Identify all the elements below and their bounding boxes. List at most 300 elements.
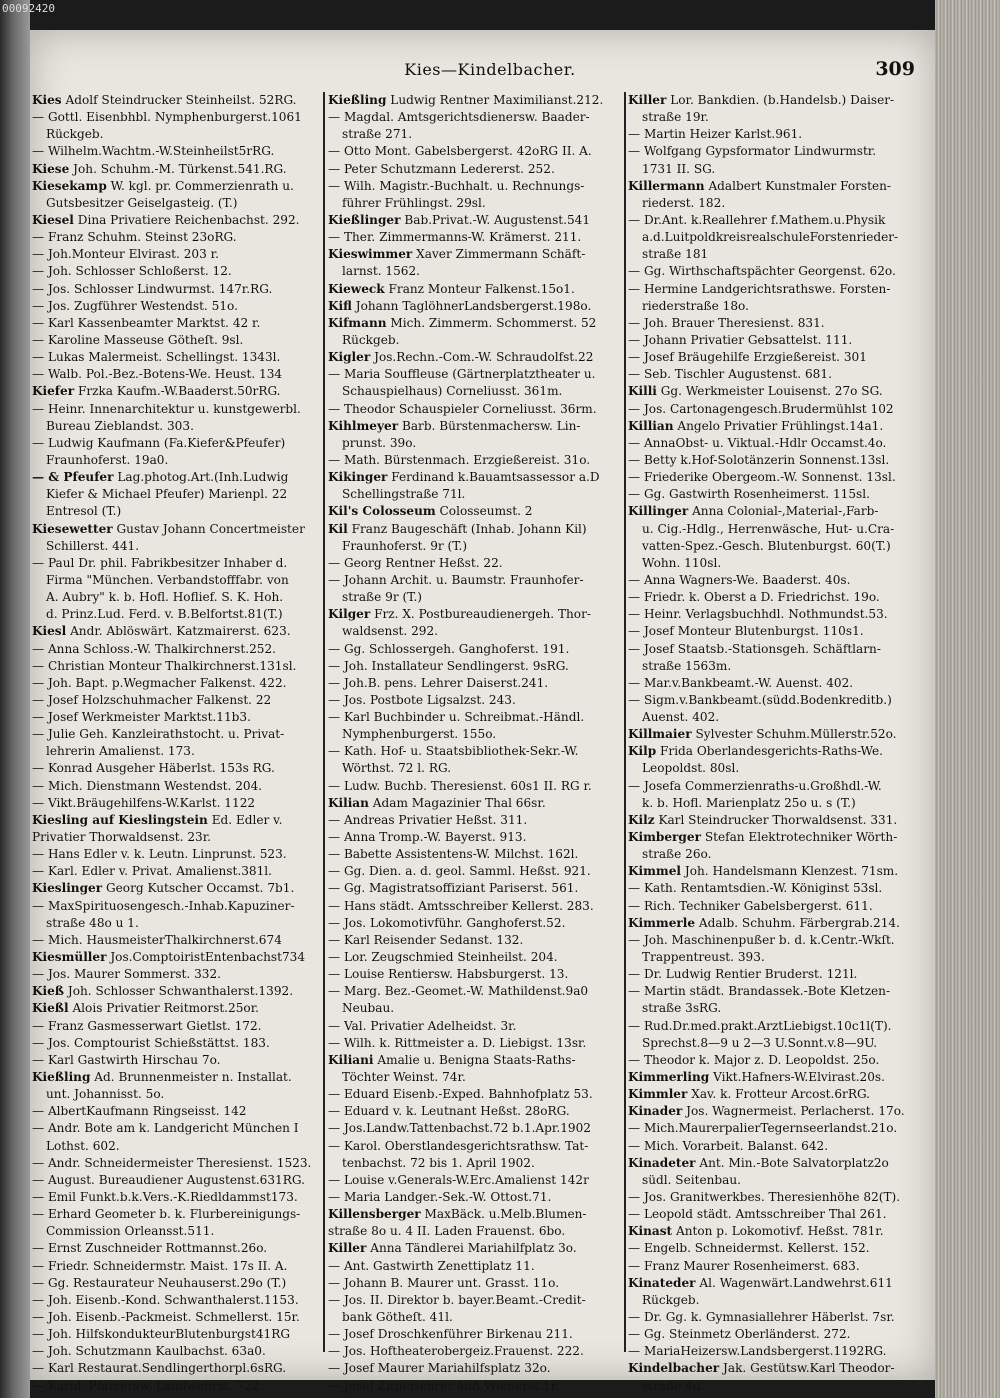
directory-entry-line xyxy=(32,281,322,298)
entry-surname: Kiesl xyxy=(32,624,67,639)
entry-surname: Kifl xyxy=(328,298,352,313)
entry-text: Jos.Rechn.-Com.-W. Schraudolfst.22 xyxy=(374,350,594,365)
entry-text: — Wilh. k. Rittmeister a. D. Liebigst. 13sr. xyxy=(328,1035,587,1050)
directory-entry-line xyxy=(328,366,618,383)
entry-text: Entresol (T.) xyxy=(46,504,122,519)
entry-text: Stefan Elektrotechniker Wörth- xyxy=(704,830,898,845)
directory-entry-line xyxy=(328,1155,618,1172)
directory-entry-line xyxy=(628,915,918,932)
entry-text: Colosseumst. 2 xyxy=(439,504,533,519)
entry-text: Wohn. 110sl. xyxy=(642,555,722,570)
entry-surname: Kimmel xyxy=(628,864,681,879)
directory-entry-line xyxy=(628,212,918,229)
entry-text: Bab.Privat.-W. Augustenst.541 xyxy=(404,212,591,227)
scan-id: 00092420 xyxy=(2,2,55,15)
entry-surname: Kihlmeyer xyxy=(328,418,399,433)
entry-text: Karl Steindrucker Thorwaldsenst. 331. xyxy=(658,812,898,827)
directory-entry-line xyxy=(328,966,618,983)
directory-entry-line xyxy=(32,692,322,709)
entry-text: — Karl Buchbinder u. Schreibmat.-Händl. xyxy=(328,710,585,725)
entry-surname: Kikinger xyxy=(328,470,388,485)
entry-text: straße 26o. xyxy=(642,847,712,862)
entry-text: Ant. Min.-Bote Salvatorplatz2o xyxy=(699,1155,889,1170)
entry-text: — Seb. Tischler Augustenst. 681. xyxy=(628,367,832,382)
entry-text: unt. Johannisst. 5o. xyxy=(46,1087,165,1102)
entry-text: — Jos. II. Direktor b. bayer.Beamt.-Credit- xyxy=(328,1292,586,1307)
entry-text: — Walb. Pol.-Bez.-Botens-We. Heust. 134 xyxy=(32,367,283,382)
directory-entry-line xyxy=(328,555,618,572)
directory-entry-line xyxy=(328,572,618,589)
entry-text: Vikt.Hafners-W.Elvirast.20s. xyxy=(713,1070,885,1085)
directory-entry-line xyxy=(328,383,618,400)
entry-text: — Babette Assistentens-W. Milchst. 162l. xyxy=(328,847,579,862)
entry-text: — Karl Kassenbeamter Marktst. 42 r. xyxy=(32,315,261,330)
entry-text: Rückgeb. xyxy=(642,1292,700,1307)
entry-text: — Josef Werkmeister Marktst.11b3. xyxy=(32,710,251,725)
directory-entry-line xyxy=(328,1292,618,1309)
entry-surname: Kiesel xyxy=(32,212,74,227)
directory-entry-line xyxy=(328,1000,618,1017)
entry-text: straße 48o u 1. xyxy=(46,915,139,930)
entry-surname: Kieslinger xyxy=(32,881,103,896)
entry-text: — Karol. Pfarrersw. Landwehrst. 722. xyxy=(32,1378,264,1393)
entry-text: — Louise Rentiersw. Habsburgerst. 13. xyxy=(328,967,569,982)
entry-surname: Kinateder xyxy=(628,1275,696,1290)
directory-entry-line xyxy=(328,1069,618,1086)
entry-text: riederst. 182. xyxy=(642,195,726,210)
directory-entry-line xyxy=(628,880,918,897)
entry-text: — Mar.v.Bankbeamt.-W. Auenst. 402. xyxy=(628,675,854,690)
entry-text: — Josef Zitherlehrer äuß.Wienerst.1r. xyxy=(328,1378,559,1393)
entry-text: — Gg. Gastwirth Rosenheimerst. 115sl. xyxy=(628,487,870,502)
entry-surname: Kinader xyxy=(628,1104,683,1119)
directory-entry-line xyxy=(328,829,618,846)
entry-text: — Karl Restaurat.Sendlingerthorpl.6sRG. xyxy=(32,1361,287,1376)
column-divider xyxy=(624,92,626,1352)
directory-entry-line xyxy=(32,812,322,829)
directory-entry-line xyxy=(32,1018,322,1035)
directory-entry-line xyxy=(328,589,618,606)
directory-entry-line xyxy=(32,1292,322,1309)
entry-text: Ed. Edler v. xyxy=(211,812,283,827)
directory-entry-line xyxy=(32,949,322,966)
directory-entry-line xyxy=(32,332,322,349)
entry-text: Adolf Steindrucker Steinheilst. 52RG. xyxy=(65,93,297,107)
directory-entry-line xyxy=(32,795,322,812)
directory-entry-line xyxy=(628,641,918,658)
entry-text: Neubau. xyxy=(342,1001,395,1016)
directory-entry-line xyxy=(628,778,918,795)
entry-text: — Jos. Lokomotivführ. Ganghoferst.52. xyxy=(328,915,566,930)
entry-text: — Gg. Dien. a. d. geol. Samml. Heßst. 921. xyxy=(328,864,591,879)
entry-text: Sprechst.8—9 u 2—3 U.Sonnt.v.8—9U. xyxy=(642,1035,878,1050)
entry-text: — Joh. Installateur Sendlingerst. 9sRG. xyxy=(328,658,569,673)
directory-entry-line xyxy=(628,263,918,280)
directory-entry-line xyxy=(32,623,322,640)
entry-text: — Joh. Schlosser Schloßerst. 12. xyxy=(32,264,232,279)
directory-entry-line xyxy=(628,349,918,366)
entry-text: — Josef Monteur Blutenburgst. 110s1. xyxy=(628,624,864,639)
entry-text: Frz. X. Postbureaudienergeh. Thor- xyxy=(374,607,591,622)
entry-text: Adam Magazinier Thal 66sr. xyxy=(372,795,546,810)
directory-entry-line xyxy=(628,486,918,503)
entry-surname: Kimmler xyxy=(628,1087,688,1102)
entry-text: — Ther. Zimmermanns-W. Krämerst. 211. xyxy=(328,230,582,245)
entry-surname: Kimmerle xyxy=(628,915,696,930)
directory-entry-line xyxy=(32,418,322,435)
entry-text: — Magdal. Amtsgerichtsdienersw. Baader- xyxy=(328,110,590,125)
entry-text: Al. Wagenwärt.Landwehrst.611 xyxy=(699,1275,893,1290)
entry-text: lehrerin Amalienst. 173. xyxy=(46,744,195,759)
entry-surname: Kilp xyxy=(628,744,657,759)
entry-text: Rückgeb. xyxy=(342,332,400,347)
entry-text: Joh. Handelsmann Klenzest. 71sm. xyxy=(684,864,899,879)
entry-text: — Dr. Ludwig Rentier Bruderst. 121l. xyxy=(628,967,858,982)
directory-entry-line xyxy=(32,709,322,726)
entry-text: Sylvester Schuhm.Müllerstr.52o. xyxy=(695,727,897,742)
directory-entry-line xyxy=(328,92,618,109)
entry-text: — Dr.Ant. k.Reallehrer f.Mathem.u.Physik xyxy=(628,212,886,227)
entry-text: bank Götheſt. 41l. xyxy=(342,1309,453,1324)
entry-text: — Betty k.Hof-Solotänzerin Sonnenst.13sl. xyxy=(628,452,890,467)
directory-entry-line xyxy=(32,880,322,897)
entry-text: — Hans städt. Amtsschreiber Kellerst. 283. xyxy=(328,898,594,913)
entry-surname: Kil xyxy=(328,521,348,536)
directory-entry-line xyxy=(32,743,322,760)
entry-text: — Wolfgang Gypsformator Lindwurmstr. xyxy=(628,144,877,159)
entry-text: — Dr. Gg. k. Gymnasiallehrer Häberlst. 7sr. xyxy=(628,1309,895,1324)
directory-entry-line xyxy=(328,1086,618,1103)
directory-entry-line xyxy=(32,1343,322,1360)
entry-surname: Kigler xyxy=(328,350,371,365)
directory-entry-line xyxy=(628,435,918,452)
directory-entry-line xyxy=(32,401,322,418)
directory-entry-line xyxy=(628,572,918,589)
directory-entry-line xyxy=(628,743,918,760)
entry-text: tenbachst. 72 bis 1. April 1902. xyxy=(342,1155,535,1170)
entry-text: Ludwig Rentner Maximilianst.212. xyxy=(390,93,604,107)
entry-text: — Franz Maurer Rosenheimerst. 683. xyxy=(628,1258,860,1273)
directory-entry-line xyxy=(328,521,618,538)
directory-entry-line xyxy=(32,1172,322,1189)
directory-page xyxy=(30,30,935,1393)
entry-text: — Jos. Zugführer Westendst. 51o. xyxy=(32,298,238,313)
entry-text: Anna Tändlerei Mariahilfplatz 3o. xyxy=(370,1241,577,1256)
directory-entry-line xyxy=(628,1052,918,1069)
directory-entry-line xyxy=(628,418,918,435)
entry-text: straße 1563m. xyxy=(642,658,732,673)
directory-entry-line xyxy=(628,1275,918,1292)
entry-text: Wörthst. 72 l. RG. xyxy=(342,761,452,776)
entry-surname: Kifmann xyxy=(328,315,387,330)
directory-entry-line xyxy=(32,1275,322,1292)
directory-entry-line xyxy=(32,298,322,315)
entry-text: — Emil Funkt.b.k.Vers.-K.Riedldammst173. xyxy=(32,1190,298,1204)
directory-entry-line xyxy=(628,1138,918,1155)
directory-entry-line xyxy=(328,726,618,743)
entry-text: Privatier Thorwaldsenst. 23r. xyxy=(32,830,212,845)
directory-entry-line xyxy=(328,675,618,692)
entry-surname: Killian xyxy=(628,418,674,433)
directory-entry-line xyxy=(328,486,618,503)
entry-surname: Killer xyxy=(628,93,667,107)
directory-entry-line xyxy=(32,1035,322,1052)
directory-entry-line xyxy=(628,898,918,915)
directory-entry-line xyxy=(328,401,618,418)
entry-text: — Anna Tromp.-W. Bayerst. 913. xyxy=(328,830,527,845)
directory-entry-line xyxy=(328,709,618,726)
entry-text: — Jos.Landw.Tattenbachst.72 b.1.Apr.1902 xyxy=(328,1121,591,1136)
entry-text: — Eduard v. k. Leutnant Heßst. 28oRG. xyxy=(328,1104,570,1119)
entry-text: Georg Kutscher Occamst. 7b1. xyxy=(105,881,295,896)
entry-text: — Val. Privatier Adelheidst. 3r. xyxy=(328,1018,517,1033)
entry-surname: Kieß xyxy=(32,984,64,999)
entry-text: Johann TaglöhnerLandsbergerst.198o. xyxy=(355,298,592,313)
entry-surname: Kiesewetter xyxy=(32,521,113,536)
directory-entry-line xyxy=(32,1189,322,1206)
entry-surname: Kiesekamp xyxy=(32,178,107,193)
directory-entry-line xyxy=(628,195,918,212)
entry-text: Töchter Weinst. 74r. xyxy=(342,1070,466,1085)
directory-entry-line xyxy=(328,1309,618,1326)
entry-surname: Kiliani xyxy=(328,1052,374,1067)
directory-entry-line xyxy=(32,1206,322,1223)
entry-text: Frida Oberlandesgerichts-Raths-We. xyxy=(660,744,883,759)
entry-text: 1731 II. SG. xyxy=(642,161,716,176)
entry-text: — Jos. Cartonagengesch.Brudermühlst 102 xyxy=(628,401,894,416)
directory-entry-line xyxy=(32,1155,322,1172)
directory-entry-line xyxy=(32,760,322,777)
directory-entry-line xyxy=(32,349,322,366)
running-head: Kies—Kindelbacher. xyxy=(404,60,576,79)
entry-text: — Heinr. Innenarchitektur u. kunstgewerbl. xyxy=(32,401,301,416)
directory-entry-line xyxy=(628,1343,918,1360)
directory-entry-line xyxy=(32,1000,322,1017)
directory-entry-line xyxy=(32,538,322,555)
entry-text: Schauspielhaus) Corneliusst. 361m. xyxy=(342,384,563,399)
directory-entry-line xyxy=(32,1069,322,1086)
directory-entry-line xyxy=(328,1360,618,1377)
entry-text: Barb. Bürstenmachersw. Lin- xyxy=(401,418,581,433)
entry-text: — Karl Reisender Sedanst. 132. xyxy=(328,932,524,947)
directory-entry-line xyxy=(32,315,322,332)
entry-text: A. Aubry" k. b. Hofl. Hoflief. S. K. Hoh. xyxy=(46,590,284,605)
directory-entry-line xyxy=(32,966,322,983)
directory-entry-line xyxy=(32,366,322,383)
directory-entry-line xyxy=(628,315,918,332)
directory-entry-line xyxy=(628,1018,918,1035)
entry-text: Angelo Privatier Frühlingst.14a1. xyxy=(677,418,884,433)
entry-text: — Friedr. Schneidermstr. Maist. 17s II. A. xyxy=(32,1258,288,1273)
entry-text: — Ludw. Buchb. Theresienst. 60s1 II. RG r. xyxy=(328,778,592,793)
entry-text: Ad. Brunnenmeister n. Installat. xyxy=(94,1070,292,1085)
directory-entry-line xyxy=(328,452,618,469)
directory-entry-line xyxy=(328,743,618,760)
entry-text: — Peter Schutzmann Ledererst. 252. xyxy=(328,161,555,176)
entry-text: — Josefa Commerzienraths-u.Großhdl.-W. xyxy=(628,778,882,793)
directory-entry-line xyxy=(328,298,618,315)
entry-surname: Kieweck xyxy=(328,281,385,296)
directory-entry-line xyxy=(328,1343,618,1360)
entry-text: — Rud.Dr.med.prakt.ArztLiebigst.10c1l(T). xyxy=(628,1018,892,1033)
entry-text: riederstraße 18o. xyxy=(642,298,749,313)
directory-entry-line xyxy=(32,572,322,589)
directory-entry-line xyxy=(32,246,322,263)
entry-text: — Theodor k. Major z. D. Leopoldst. 25o. xyxy=(628,1052,880,1067)
directory-entry-line xyxy=(328,1258,618,1275)
entry-surname: Kinadeter xyxy=(628,1155,696,1170)
directory-entry-line xyxy=(328,246,618,263)
directory-entry-line xyxy=(32,932,322,949)
entry-text: Anton p. Lokomotivf. Heßst. 781r. xyxy=(676,1224,884,1239)
entry-text: Lor. Bankdien. (b.Handelsb.) Daiser- xyxy=(670,93,895,107)
entry-text: straße 4o. xyxy=(642,1378,704,1393)
entry-text: — Paul Dr. phil. Fabrikbesitzer Inhaber d. xyxy=(32,555,288,570)
entry-text: — Hans Edler v. k. Leutn. Linprunst. 523. xyxy=(32,847,287,862)
directory-entry-line xyxy=(328,658,618,675)
directory-entry-line xyxy=(628,726,918,743)
directory-entry-line xyxy=(328,435,618,452)
directory-entry-line xyxy=(628,1378,918,1395)
directory-entry-line xyxy=(628,1035,918,1052)
entry-text: Jos.ComptoiristEntenbachst734 xyxy=(110,950,306,965)
entry-text: — Maria Landger.-Sek.-W. Ottost.71. xyxy=(328,1190,552,1204)
directory-entry-line xyxy=(628,1120,918,1137)
directory-entry-line xyxy=(328,212,618,229)
entry-text: Leopoldst. 80sl. xyxy=(642,761,740,776)
entry-text: — Eduard Eisenb.-Exped. Bahnhofplatz 53. xyxy=(328,1087,593,1102)
directory-entry-line xyxy=(628,538,918,555)
directory-entry-line xyxy=(628,1069,918,1086)
entry-text: — Gg. Wirthschaftspächter Georgenst. 62o. xyxy=(628,264,896,279)
directory-entry-line xyxy=(628,1000,918,1017)
directory-entry-line xyxy=(328,898,618,915)
page-block-edge xyxy=(935,0,1000,1398)
entry-text: — Jos. Maurer Sommerst. 332. xyxy=(32,967,222,982)
entry-text: Anna Colonial-,Material-,Farb- xyxy=(692,504,879,519)
directory-entry-line xyxy=(628,623,918,640)
directory-entry-line xyxy=(328,263,618,280)
directory-entry-line xyxy=(628,692,918,709)
entry-text: — Mich.MaurerpalierTegernseerlandst.21o. xyxy=(628,1121,898,1136)
entry-text: Trappentreust. 393. xyxy=(642,950,765,965)
directory-entry-line xyxy=(628,521,918,538)
directory-entry-line xyxy=(32,658,322,675)
entry-surname: Killermann xyxy=(628,178,705,193)
entry-text: Franz Baugeschäft (Inhab. Johann Kil) xyxy=(351,521,587,536)
directory-entry-line xyxy=(628,966,918,983)
entry-text: — Ant. Gastwirth Zenettiplatz 11. xyxy=(328,1258,535,1273)
directory-entry-line xyxy=(328,846,618,863)
entry-surname: Kimmerling xyxy=(628,1070,710,1085)
directory-entry-line xyxy=(328,932,618,949)
directory-entry-line xyxy=(328,126,618,143)
directory-entry-line xyxy=(328,778,618,795)
directory-entry-line xyxy=(628,606,918,623)
entry-surname: Kiefer xyxy=(32,384,75,399)
entry-text: — Karl. Edler v. Privat. Amalienst.381l. xyxy=(32,864,273,879)
entry-text: — Maria Souffleuse (Gärtnerplatztheater u. xyxy=(328,367,596,382)
entry-text: — Julie Geh. Kanzleirathstocht. u. Privat- xyxy=(32,727,285,742)
entry-text: Schellingstraße 71l. xyxy=(342,487,466,502)
directory-entry-line xyxy=(328,161,618,178)
directory-entry-line xyxy=(32,109,322,126)
entry-surname: Kiese xyxy=(32,161,70,176)
entry-text: Jos. Wagnermeist. Perlacherst. 17o. xyxy=(686,1104,905,1119)
directory-entry-line xyxy=(32,898,322,915)
directory-entry-line xyxy=(628,246,918,263)
directory-entry-line xyxy=(628,383,918,400)
entry-text: — Joh. Schutzmann Kaulbachst. 63a0. xyxy=(32,1344,266,1359)
entry-text: — Wilh. Magistr.-Buchhalt. u. Rechnungs- xyxy=(328,178,585,193)
entry-text: — Mich. Dienstmann Westendst. 204. xyxy=(32,778,263,793)
directory-entry-line xyxy=(32,143,322,160)
entry-text: Adalb. Schuhm. Färbergrab.214. xyxy=(698,915,900,930)
directory-entry-line xyxy=(628,1155,918,1172)
directory-entry-line xyxy=(628,401,918,418)
entry-surname: Kinast xyxy=(628,1224,673,1239)
entry-text: Firma "München. Verbandstofffabr. von xyxy=(46,572,289,587)
directory-entry-line xyxy=(32,1086,322,1103)
directory-entry-line xyxy=(628,1086,918,1103)
directory-entry-line xyxy=(628,675,918,692)
directory-entry-line xyxy=(32,469,322,486)
directory-entry-line xyxy=(328,1206,618,1223)
directory-entry-line xyxy=(628,1103,918,1120)
entry-text: — Gottl. Eisenbhbl. Nymphenburgerst.1061 xyxy=(32,110,302,125)
entry-text: — AnnaObst- u. Viktual.-Hdlr Occamst.4o. xyxy=(628,435,887,450)
directory-entry-line xyxy=(328,315,618,332)
entry-text: Rückgeb. xyxy=(46,127,104,142)
directory-entry-line xyxy=(628,1309,918,1326)
entry-text: — Math. Bürstenmach. Erzgießereist. 31o. xyxy=(328,452,591,467)
directory-entry-line xyxy=(628,178,918,195)
directory-entry-line xyxy=(32,178,322,195)
entry-text: MaxBäck. u.Melb.Blumen- xyxy=(424,1207,587,1222)
entry-text: — MaxSpirituosengesch.-Inhab.Kapuziner- xyxy=(32,898,295,913)
entry-text: straße 181 xyxy=(642,247,709,262)
entry-text: prunst. 39o. xyxy=(342,435,417,450)
entry-text: — Rich. Techniker Gabelsbergerst. 611. xyxy=(628,898,873,913)
directory-entry-line xyxy=(628,366,918,383)
entry-surname: Killmaier xyxy=(628,727,692,742)
entry-text: — Lor. Zeugschmied Steinheilst. 204. xyxy=(328,950,558,965)
entry-text: — Louise v.Generals-W.Erc.Amalienst 142r xyxy=(328,1172,589,1187)
entry-surname: Kießling xyxy=(32,1070,91,1085)
entry-text: Kiefer & Michael Pfeufer) Marienpl. 22 xyxy=(46,487,288,502)
entry-text: — Joh. HilfskondukteurBlutenburgst41RG xyxy=(32,1327,290,1342)
directory-entry-line xyxy=(628,709,918,726)
entry-surname: Kilz xyxy=(628,812,655,827)
directory-entry-line xyxy=(32,863,322,880)
directory-entry-line xyxy=(628,1292,918,1309)
entry-text: straße 271. xyxy=(342,127,413,142)
directory-entry-line xyxy=(628,281,918,298)
directory-entry-line xyxy=(32,1120,322,1137)
entry-surname: Killer xyxy=(328,1241,367,1256)
entry-text: Dina Privatiere Reichenbachst. 292. xyxy=(77,212,300,227)
entry-text: — Jos. Comptourist Schießstättst. 183. xyxy=(32,1035,270,1050)
directory-entry-line xyxy=(628,1206,918,1223)
entry-text: — Konrad Ausgeher Häberlst. 153s RG. xyxy=(32,761,275,776)
entry-text: Gutsbesitzer Geiselgasteig. (T.) xyxy=(46,195,238,210)
entry-text: waldsenst. 292. xyxy=(342,624,439,639)
directory-entry-line xyxy=(628,1326,918,1343)
entry-text: — Jos. Hoftheaterobergeiz.Frauenst. 222. xyxy=(328,1344,584,1359)
entry-text: Amalie u. Benigna Staats-Raths- xyxy=(377,1052,576,1067)
entry-text: Xaver Zimmermann Schäft- xyxy=(416,247,586,262)
directory-entry-line xyxy=(628,932,918,949)
